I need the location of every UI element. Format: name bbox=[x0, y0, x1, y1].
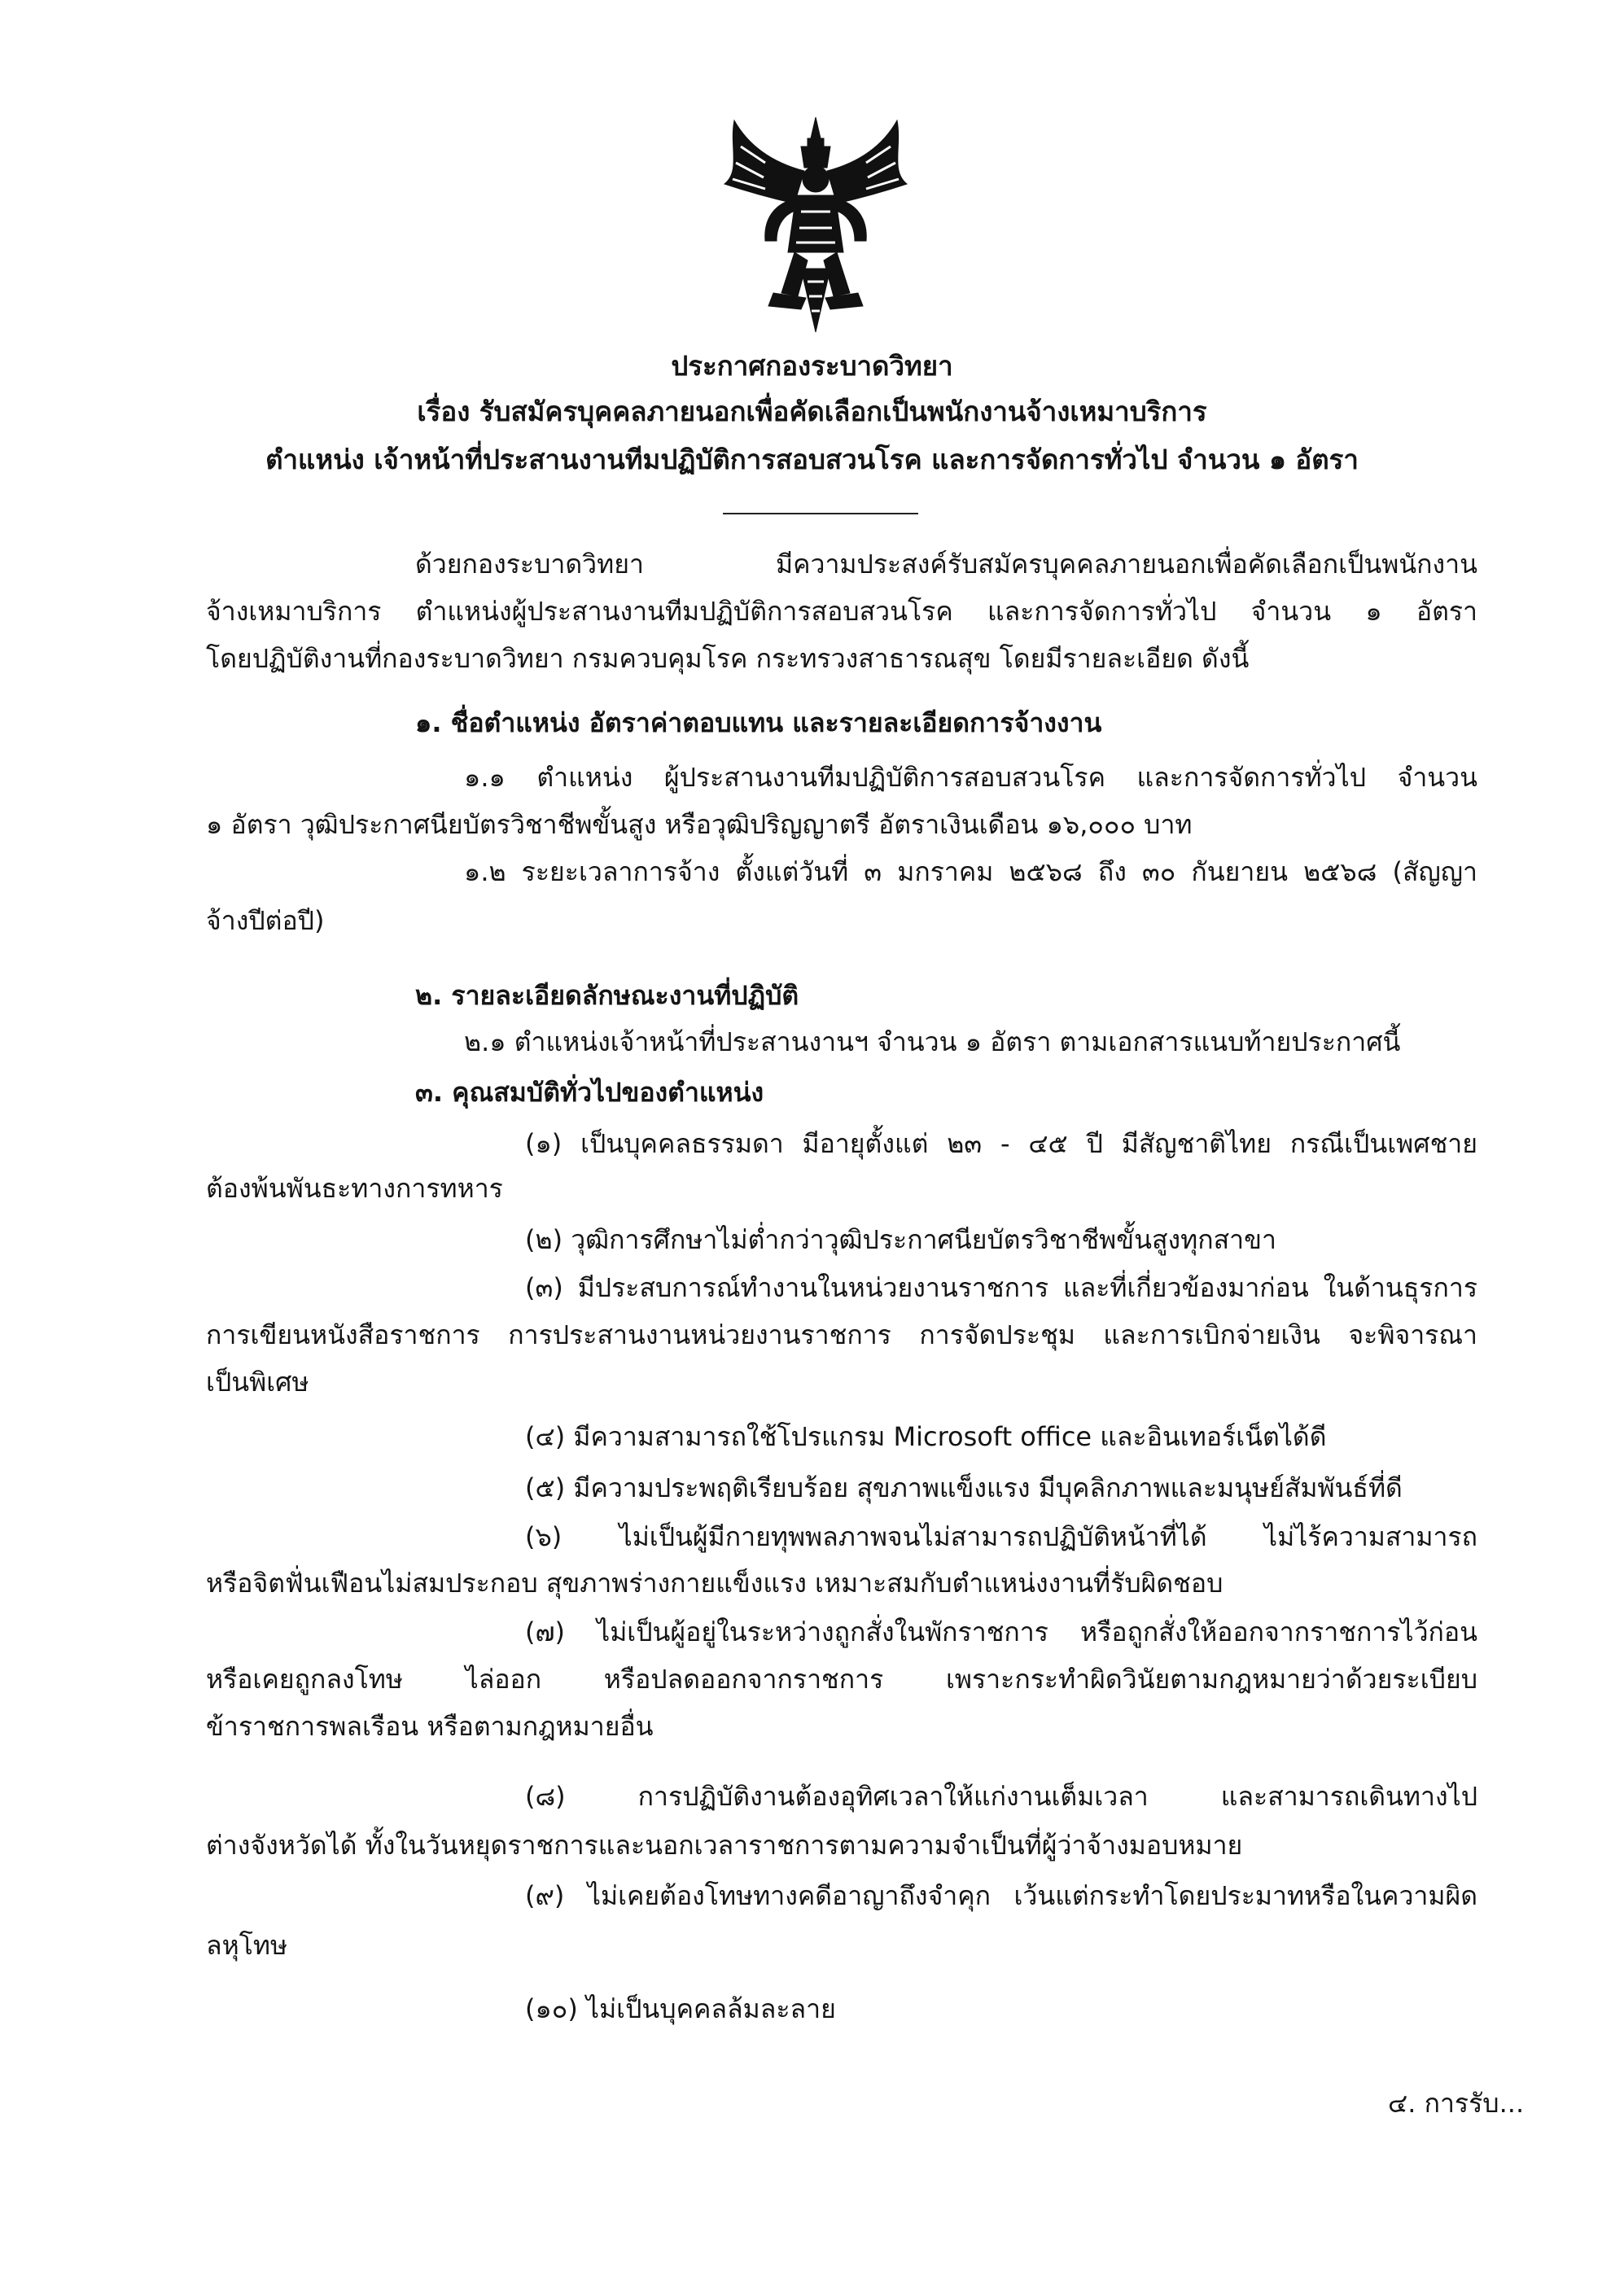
section-line: ๑ อัตรา วุฒิประกาศนียบัตรวิชาชีพขั้นสูง หรือวุฒิปริญญาตรี อัตราเงินเดือน ๑๖,๐๐๐ บาท bbox=[206, 809, 1193, 840]
section-line: ๑.๒ ระยะเวลาการจ้าง ตั้งแต่วันที่ ๓ มกราคม ๒๕๖๘ ถึง ๓๐ กันยายน ๒๕๖๘ (สัญญา bbox=[464, 856, 1477, 887]
title-divider bbox=[723, 513, 918, 514]
announcement-title: ประกาศกองระบาดวิทยา bbox=[671, 350, 953, 382]
qualification-line: (๕) มีความประพฤติเรียบร้อย สุขภาพแข็งแรง มีบุคลิกภาพและมนุษย์สัมพันธ์ที่ดี bbox=[525, 1472, 1403, 1503]
qualification-line: (๔) มีความสามารถใช้โปรแกรม Microsoft office และอินเทอร์เน็ตได้ดี bbox=[525, 1421, 1327, 1452]
qualification-line: การเขียนหนังสือราชการ การประสานงานหน่วยงานราชการ การจัดประชุม และการเบิกจ่ายเงิน จะพิจารณา bbox=[206, 1319, 1477, 1350]
section-line: จ้างปีต่อปี) bbox=[206, 905, 325, 936]
section-heading: ๑. ชื่อตำแหน่ง อัตราค่าตอบแทน และรายละเอียดการจ้างงาน bbox=[415, 707, 1102, 738]
qualification-line: (๑) เป็นบุคคลธรรมดา มีอายุตั้งแต่ ๒๓ - ๔๕ ปี มีสัญชาติไทย กรณีเป็นเพศชาย bbox=[525, 1128, 1477, 1159]
announcement-position: ตำแหน่ง เจ้าหน้าที่ประสานงานทีมปฏิบัติการสอบสวนโรค และการจัดการทั่วไป จำนวน ๑ อัตรา bbox=[265, 444, 1359, 475]
qualification-line: (๓) มีประสบการณ์ทำงานในหน่วยงานราชการ และที่เกี่ยวข้องมาก่อน ในด้านธุรการ bbox=[525, 1272, 1477, 1303]
announcement-subject: เรื่อง รับสมัครบุคคลภายนอกเพื่อคัดเลือกเป็นพนักงานจ้างเหมาบริการ bbox=[417, 396, 1207, 427]
garuda-emblem-icon bbox=[716, 114, 915, 335]
section-heading: ๓. คุณสมบัติทั่วไปของตำแหน่ง bbox=[415, 1077, 764, 1108]
continued-marker: ๔. การรับ... bbox=[1388, 2088, 1525, 2119]
qualification-line: หรือเคยถูกลงโทษ ไล่ออก หรือปลดออกจากราชการ เพราะกระทำผิดวินัยตามกฎหมายว่าด้วยระเบียบ bbox=[206, 1664, 1477, 1695]
intro-line: โดยปฏิบัติงานที่กองระบาดวิทยา กรมควบคุมโรค กระทรวงสาธารณสุข โดยมีรายละเอียด ดังนี้ bbox=[206, 643, 1250, 674]
qualification-line: ต่างจังหวัดได้ ทั้งในวันหยุดราชการและนอกเวลาราชการตามความจำเป็นที่ผู้ว่าจ้างมอบหมาย bbox=[206, 1830, 1243, 1861]
intro-line: จ้างเหมาบริการ ตำแหน่งผู้ประสานงานทีมปฏิบัติการสอบสวนโรค และการจัดการทั่วไป จำนวน ๑ อัตรา bbox=[206, 596, 1478, 627]
qualification-line: ข้าราชการพลเรือน หรือตามกฎหมายอื่น bbox=[206, 1711, 654, 1742]
qualification-line: (๙) ไม่เคยต้องโทษทางคดีอาญาถึงจำคุก เว้นแต่กระทำโดยประมาทหรือในความผิด bbox=[525, 1880, 1477, 1911]
section-heading: ๒. รายละเอียดลักษณะงานที่ปฏิบัติ bbox=[415, 980, 799, 1011]
qualification-line: (๒) วุฒิการศึกษาไม่ต่ำกว่าวุฒิประกาศนียบัตรวิชาชีพขั้นสูงทุกสาขา bbox=[525, 1224, 1276, 1255]
qualification-line: (๖) ไม่เป็นผู้มีกายทุพพลภาพจนไม่สามารถปฏิบัติหน้าที่ได้ ไม่ไร้ความสามารถ bbox=[525, 1521, 1477, 1552]
qualification-line: ลหุโทษ bbox=[206, 1930, 288, 1961]
qualification-line: (๗) ไม่เป็นผู้อยู่ในระหว่างถูกสั่งในพักราชการ หรือถูกสั่งให้ออกจากราชการไว้ก่อน bbox=[525, 1616, 1477, 1647]
qualification-line: (๑๐) ไม่เป็นบุคคลล้มละลาย bbox=[525, 1993, 836, 2024]
qualification-line: (๘) การปฏิบัติงานต้องอุทิศเวลาให้แก่งานเต็มเวลา และสามารถเดินทางไป bbox=[525, 1781, 1477, 1812]
qualification-line: เป็นพิเศษ bbox=[206, 1367, 309, 1398]
section-line: ๒.๑ ตำแหน่งเจ้าหน้าที่ประสานงานฯ จำนวน ๑ อัตรา ตามเอกสารแนบท้ายประกาศนี้ bbox=[464, 1026, 1401, 1057]
qualification-line: หรือจิตฟั่นเฟือนไม่สมประกอบ สุขภาพร่างกายแข็งแรง เหมาะสมกับตำแหน่งงานที่รับผิดชอบ bbox=[206, 1568, 1223, 1599]
qualification-line: ต้องพ้นพันธะทางการทหาร bbox=[206, 1173, 503, 1204]
intro-line: ด้วยกองระบาดวิทยา มีความประสงค์รับสมัครบุคคลภายนอกเพื่อคัดเลือกเป็นพนักงาน bbox=[415, 549, 1477, 580]
section-line: ๑.๑ ตำแหน่ง ผู้ประสานงานทีมปฏิบัติการสอบสวนโรค และการจัดการทั่วไป จำนวน bbox=[464, 762, 1477, 793]
